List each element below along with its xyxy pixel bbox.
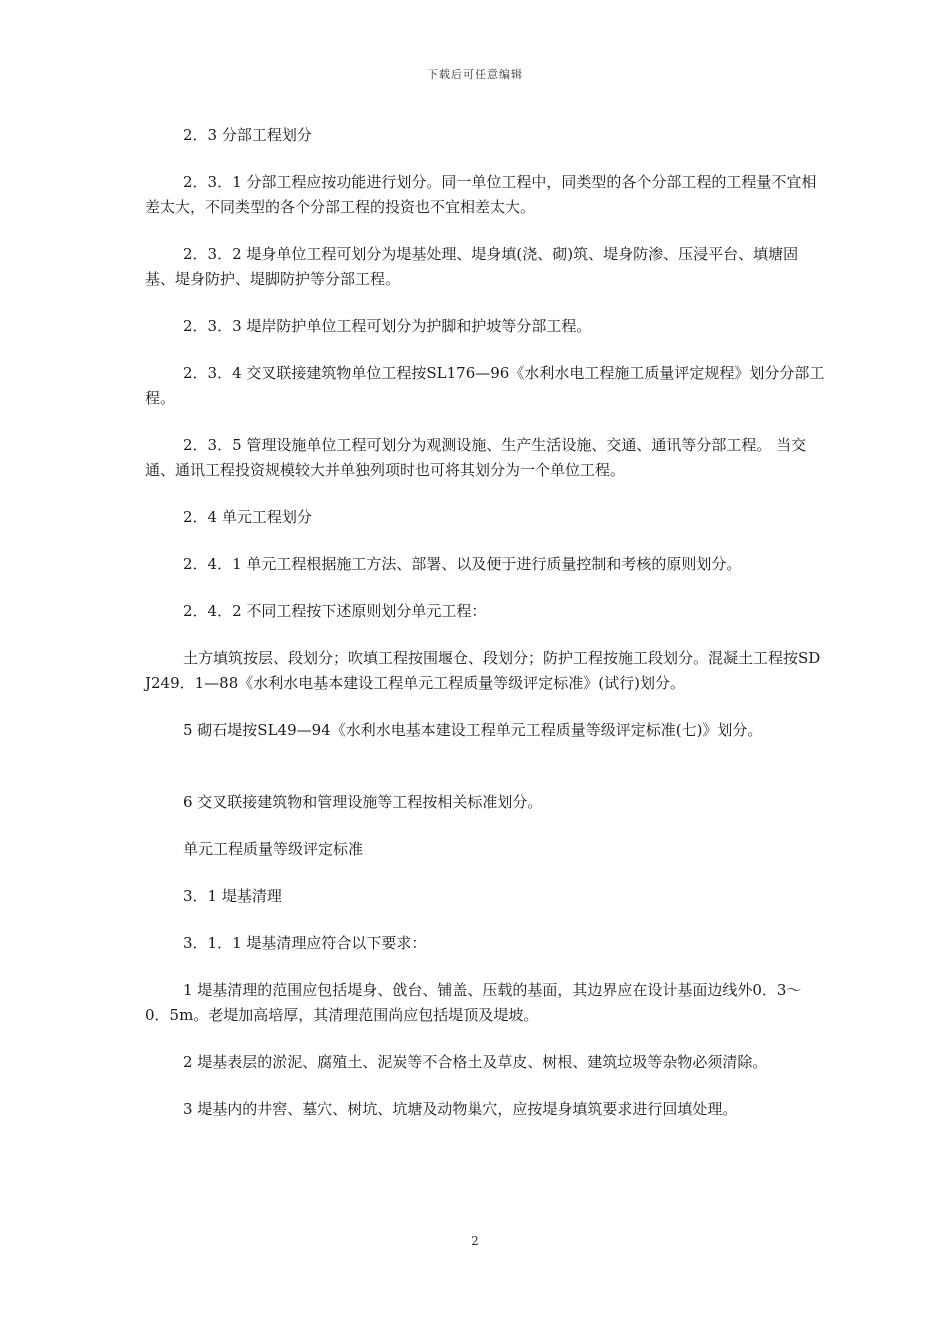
- paragraph-item-6: 6 交叉联接建筑物和管理设施等工程按相关标准划分。: [183, 793, 543, 811]
- paragraph-item-3: 3 堤基内的井窖、墓穴、树坑、坑塘及动物巢穴，应按堤身填筑要求进行回填处理。: [183, 1100, 738, 1118]
- paragraph-2-3-5: 2．3．5 管理设施单位工程可划分为观测设施、生产生活设施、交通、通讯等分部工程。 当交通、通讯工程投资规模较大并单独列项时也可将其划分为一个单位工程。: [145, 436, 807, 479]
- paragraph-2-3-3: 2．3．3 堤岸防护单位工程可划分为护脚和护坡等分部工程。: [183, 317, 592, 335]
- paragraph-2-3-2: 2．3．2 堤身单位工程可划分为堤基处理、堤身填(浇、砌)筑、堤身防渗、压浸平台、填塘固基、堤身防护、堤脚防护等分部工程。: [145, 245, 799, 288]
- section-heading-quality-standard: 单元工程质量等级评定标准: [183, 840, 364, 858]
- paragraph-3-1-1: 3．1．1 堤基清理应符合以下要求：: [183, 934, 427, 952]
- section-heading-2-4: 2．4 单元工程划分: [183, 508, 312, 526]
- paragraph-item-1: 1 堤基清理的范围应包括堤身、戗台、铺盖、压载的基面，其边界应在设计基面边线外0．3～0．5m。老堤加高培厚，其清理范围尚应包括堤顶及堤坡。: [145, 981, 802, 1024]
- paragraph-2-4-1: 2．4．1 单元工程根据施工方法、部署、以及便于进行质量控制和考核的原则划分。: [183, 555, 742, 573]
- paragraph-2-4-2: 2．4．2 不同工程按下述原则划分单元工程：: [183, 602, 487, 620]
- section-heading-2-3: 2．3 分部工程划分: [183, 126, 312, 144]
- paragraph-item-5: 5 砌石堤按SL49—94《水利水电基本建设工程单元工程质量等级评定标准(七)》划分。: [183, 721, 763, 739]
- page-header: 下载后可任意编辑: [427, 68, 523, 81]
- paragraph-item-2: 2 堤基表层的淤泥、腐殖土、泥炭等不合格土及草皮、树根、建筑垃圾等杂物必须清除。: [183, 1053, 768, 1071]
- paragraph-earthwork: 土方填筑按层、段划分；吹填工程按围堰仓、段划分；防护工程按施工段划分。混凝土工程按SDJ249．1—88《水利水电基本建设工程单元工程质量等级评定标准》(试行)划分。: [145, 649, 821, 692]
- section-heading-3-1: 3．1 堤基清理: [183, 887, 282, 905]
- paragraph-2-3-4: 2．3．4 交叉联接建筑物单位工程按SL176—96《水利水电工程施工质量评定规程》划分分部工程。: [145, 364, 825, 407]
- paragraph-2-3-1: 2．3．1 分部工程应按功能进行划分。同一单位工程中，同类型的各个分部工程的工程量不宜相差太大，不同类型的各个分部工程的投资也不宜相差太大。: [145, 173, 817, 216]
- document-body: [145, 123, 825, 1144]
- page-number: 2: [471, 1234, 479, 1248]
